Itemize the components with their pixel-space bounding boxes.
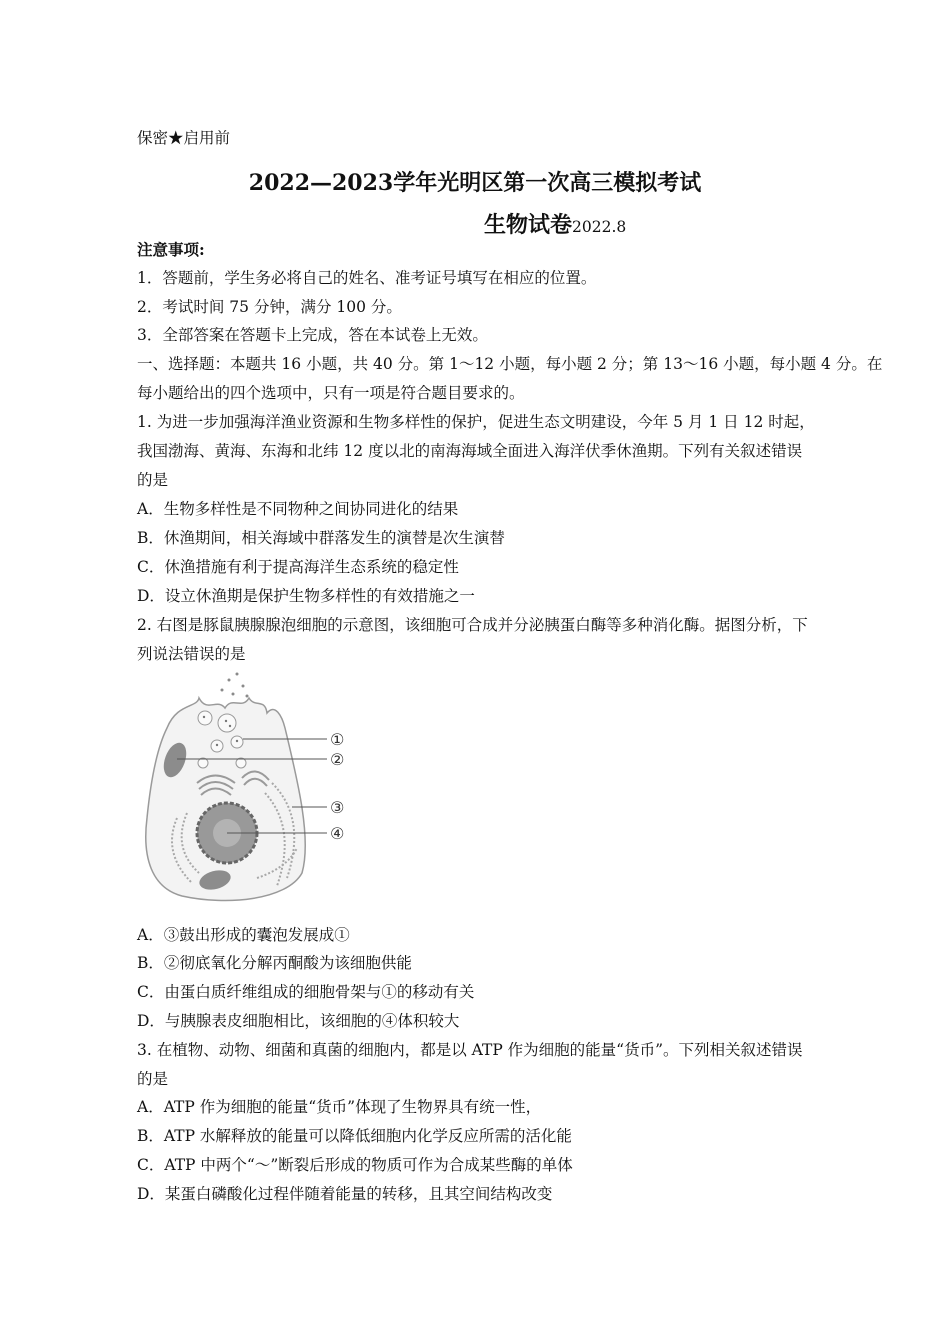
q2-stem: 列说法错误的是 (137, 645, 246, 663)
q1-option-d: D．设立休渔期是保护生物多样性的有效措施之一 (137, 587, 475, 605)
label-4: ④ (330, 824, 345, 843)
label-3: ③ (330, 798, 345, 817)
q2-option-d: D．与胰腺表皮细胞相比，该细胞的④体积较大 (137, 1012, 460, 1030)
secretory-granules (221, 673, 249, 698)
notes-item: 3．全部答案在答题卡上完成，答在本试卷上无效。 (137, 326, 488, 344)
notes-item: 1．答题前，学生务必将自己的姓名、准考证号填写在相应的位置。 (137, 269, 597, 287)
q3-option-d: D．某蛋白磷酸化过程伴随着能量的转移，且其空间结构改变 (137, 1185, 553, 1203)
q1-option-b: B．休渔期间，相关海域中群落发生的演替是次生演替 (137, 529, 505, 547)
q3-stem: 的是 (137, 1070, 169, 1088)
section-instructions: 每小题给出的四个选项中，只有一项是符合题目要求的。 (137, 384, 525, 402)
acinar-cell-figure (137, 668, 357, 908)
q2-stem: 2. 右图是豚鼠胰腺腺泡细胞的示意图，该细胞可合成并分泌胰蛋白酶等多种消化酶。据图分析，下 (137, 616, 808, 634)
q1-stem: 的是 (137, 471, 169, 489)
q3-stem: 3. 在植物、动物、细菌和真菌的细胞内，都是以 ATP 作为细胞的能量“货币”。下列相关叙述错误 (137, 1041, 803, 1059)
notes-item: 2．考试时间 75 分钟，满分 100 分。 (137, 298, 402, 316)
figure-labels (330, 730, 344, 843)
q2-option-b: B．②彻底氧化分解丙酮酸为该细胞供能 (137, 954, 412, 972)
q3-option-b: B．ATP 水解释放的能量可以降低细胞内化学反应所需的活化能 (137, 1127, 572, 1145)
q1-stem: 1. 为进一步加强海洋渔业资源和生物多样性的保护，促进生态文明建设，今年 5 月 1 日 12 时起， (137, 413, 815, 431)
exam-subtitle (484, 208, 626, 239)
q1-stem: 我国渤海、黄海、东海和北纬 12 度以北的南海海域全面进入海洋伏季休渔期。下列有关叙述错误 (137, 442, 803, 460)
exam-date: 2022.8 (572, 218, 627, 236)
q2-option-a: A．③鼓出形成的囊泡发展成① (137, 926, 350, 944)
q1-option-a: A．生物多样性是不同物种之间协同进化的结果 (137, 500, 459, 518)
notes-heading: 注意事项: (137, 240, 205, 259)
section-instructions: 一、选择题：本题共 16 小题，共 40 分。第 1～12 小题，每小题 2 分；第 13～16 小题，每小题 4 分。在 (137, 355, 883, 373)
q3-option-a: A．ATP 作为细胞的能量“货币”体现了生物界具有统一性， (137, 1098, 542, 1116)
confidential-label: 保密★启用前 (137, 129, 231, 147)
label-1: ① (330, 730, 345, 749)
q3-option-c: C．ATP 中两个“～”断裂后形成的物质可作为合成某些酶的单体 (137, 1156, 573, 1174)
subject-title: 生物试卷 (484, 212, 573, 238)
exam-title: 2022—2023学年光明区第一次高三模拟考试 (248, 170, 702, 196)
q2-option-c: C．由蛋白质纤维组成的细胞骨架与①的移动有关 (137, 983, 475, 1001)
q1-option-c: C．休渔措施有利于提高海洋生态系统的稳定性 (137, 558, 459, 576)
label-2: ② (330, 750, 345, 769)
